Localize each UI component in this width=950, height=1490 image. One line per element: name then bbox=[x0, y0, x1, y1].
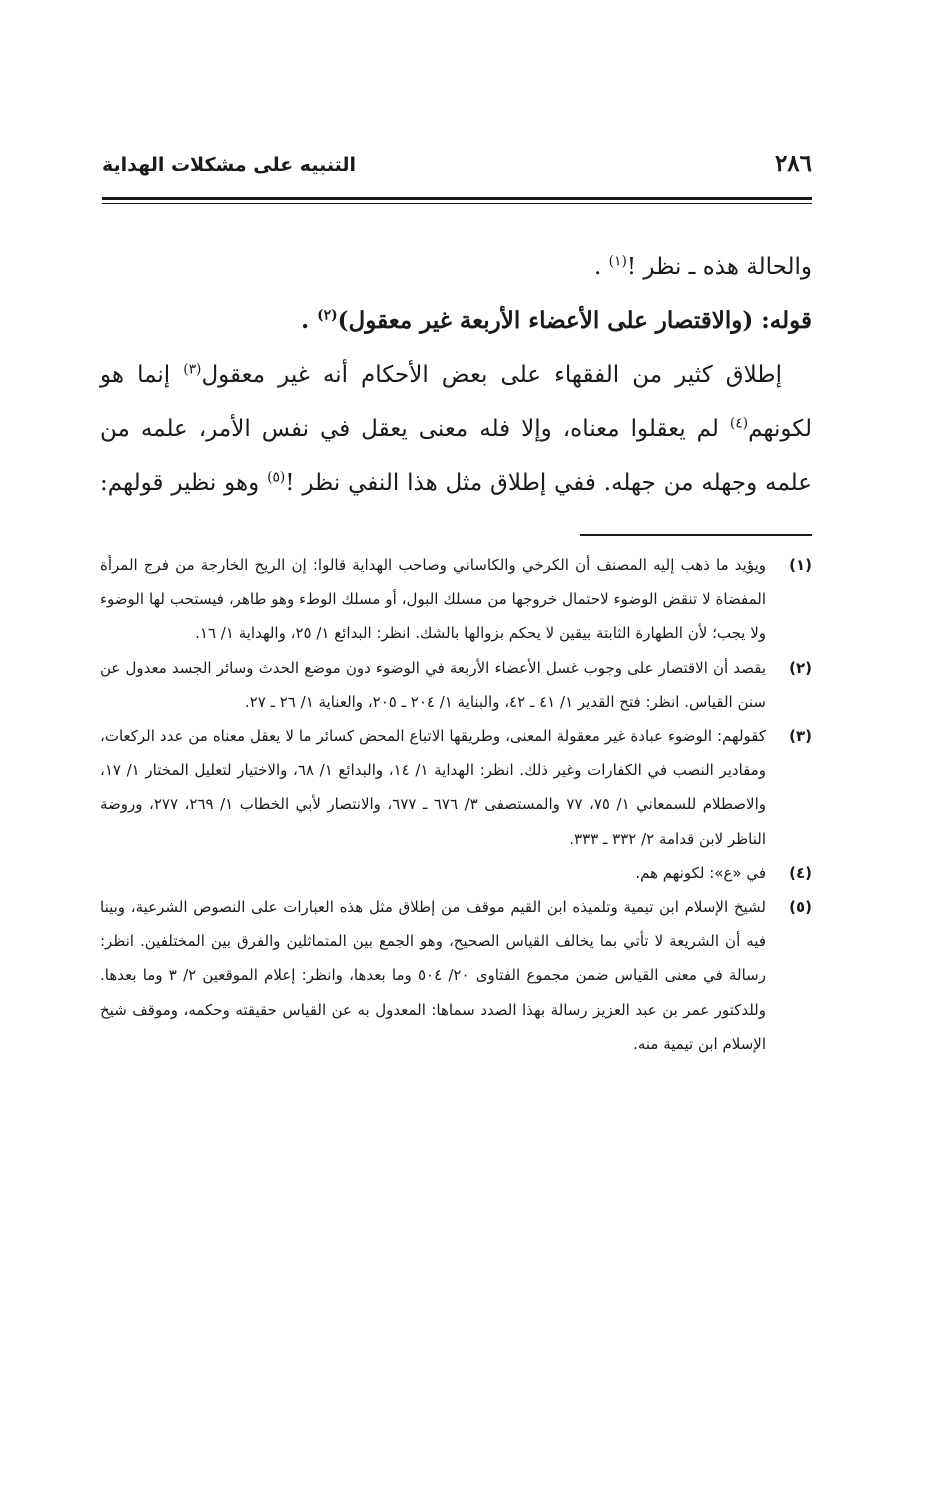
footnote bbox=[100, 719, 812, 856]
footnote bbox=[100, 890, 812, 1061]
footnote bbox=[100, 856, 812, 890]
text-segment: إنما هو bbox=[100, 362, 184, 388]
footnote-ref[interactable]: (٤) bbox=[729, 415, 749, 432]
footnote-number: (٤) bbox=[789, 863, 812, 882]
text-segment: لكونهم bbox=[748, 416, 812, 442]
text-segment: . bbox=[594, 254, 609, 280]
page-number: ٢٨٦ bbox=[774, 150, 812, 177]
text-segment: إطلاق كثير من الفقهاء على بعض الأحكام أنه غير معقول bbox=[201, 362, 782, 388]
footnote-number: (٥) bbox=[789, 898, 812, 917]
footnote-number: (١) bbox=[789, 556, 812, 574]
running-header bbox=[102, 150, 812, 190]
footnote-number: (٣) bbox=[789, 727, 812, 746]
text-line bbox=[100, 240, 812, 294]
footnote-text: يقصد أن الاقتصار على وجوب غسل الأعضاء الأربعة في الوضوء دون موضع الحدث وسائر الجسد معدول عن سنن القياس. انظر: فتح القدير ١/ ٤١ ـ ٤٢، والبناية ١/ ٢٠٤ ـ ٢٠٥، والعناية ١/ ٢٦ ـ ٢٧. bbox=[100, 658, 766, 711]
text-line bbox=[100, 402, 812, 456]
footnote-text: كقولهم: الوضوء عبادة غير معقولة المعنى، وطريقها الاتباع المحض كسائر ما لا يعقل معناه من عدد الركعات، ومقادير النصب في الكفارات وغير ذلك. انظر: الهداية ١/ ١٤، والبدائع ١/ ٦٨، والاختيار لتعليل المختار ١/ ١٧، والاصطلام للسمعاني ١/ ٧٥، ٧٧ والمستصفى ٣/ ٦٧٦ ـ ٦٧٧، والانتصار لأبي الخطاب ١/ ٢٦٩، ٢٧٧، وروضة الناظر لابن قدامة ٢/ ٣٣٢ ـ ٣٣٣. bbox=[100, 727, 767, 848]
footnote-ref[interactable]: (٢) bbox=[317, 307, 338, 324]
book-title: التنبيه على مشكلات الهداية bbox=[102, 154, 356, 176]
quoted-heading bbox=[100, 294, 812, 348]
footnote-ref[interactable]: (٥) bbox=[267, 469, 286, 486]
footnote bbox=[100, 548, 812, 651]
footnote-number: (٢) bbox=[789, 658, 812, 677]
footnote-text: لشيخ الإسلام ابن تيمية وتلميذه ابن القيم موقف من إطلاق مثل هذه العبارات على النصوص الشرعية، وبينا فيه أن الشريعة لا تأتي بما يخالف القياس الصحيح، وهو الجمع بين المتماثلين والفرق بين المختلفين. انظر: رسالة في معنى القياس ضمن مجموع الفتاوى ٢٠/ ٥٠٤ وما بعدها، وانظر: إعلام الموقعين ٢/ ٣ وما بعدها. وللدكتور عمر بن عبد العزيز رسالة بهذا الصدد سماها: المعدول به عن القياس حقيقته وحكمه، وموقف شيخ الإسلام ابن تيمية منه. bbox=[100, 898, 766, 1053]
header-rule-thin bbox=[102, 203, 812, 204]
header-rule-thick bbox=[102, 197, 812, 200]
text-segment: قوله: (والاقتصار على الأعضاء الأربعة غير معقول) bbox=[337, 307, 812, 334]
footnote-text: ويؤيد ما ذهب إليه المصنف أن الكرخي والكاساني وصاحب الهداية قالوا: إن الريح الخارجة من فرج المرأة المفضاة لا تنقض الوضوء لاحتمال خروجها من مسلك البول، أو مسلك الوطء وهو طاهر، فيستحب لها الوضوء ولا يجب؛ لأن الطهارة الثابتة بيقين لا يحكم بزوالها بالشك. انظر: البدائع ١/ ٢٥، والهداية ١/ ١٦. bbox=[100, 556, 766, 643]
footnote-text: في «ع»: لكونهم هم. bbox=[635, 863, 766, 882]
text-segment: لم يعقلوا معناه، وإلا فله معنى يعقل في نفس الأمر، علمه من bbox=[100, 416, 730, 442]
footnote-ref[interactable]: (٣) bbox=[183, 361, 202, 378]
text-segment: وهو نظير قولهم: bbox=[100, 470, 268, 496]
text-line bbox=[100, 348, 812, 402]
footnote-ref[interactable]: (١) bbox=[608, 253, 627, 270]
main-text bbox=[100, 240, 812, 510]
footnotes bbox=[100, 548, 812, 1061]
text-segment: . bbox=[301, 307, 318, 334]
text-segment: علمه وجهله من جهله. ففي إطلاق مثل هذا النفي نظر ! bbox=[285, 470, 812, 496]
text-line bbox=[100, 456, 812, 510]
footnote bbox=[100, 651, 812, 719]
text-segment: والحالة هذه ـ نظر ! bbox=[626, 254, 812, 280]
footnote-separator bbox=[580, 534, 812, 536]
